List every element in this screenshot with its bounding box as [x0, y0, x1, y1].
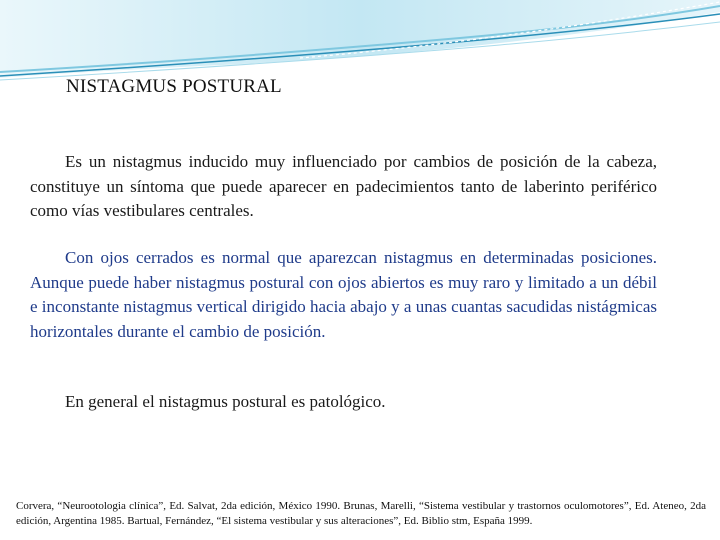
paragraph-conclusion: En general el nistagmus postural es patológico.	[65, 392, 386, 411]
references-footnote: Corvera, “Neurootologia clínica”, Ed. Salvat, 2da edición, México 1990. Brunas, Marelli, “Sistema vestibular y trastornos oculomotores”, Ed. Ateneo, 2da edición, Argentina 1985. Bartual, Fernández, “El sistema vestibular y sus alteraciones”, Ed. Biblio stm, España 1999.	[16, 500, 706, 527]
paragraph-closed-eyes: Con ojos cerrados es normal que aparezcan nistagmus en determinadas posiciones. Aunque puede haber nistagmus postural con ojos abiertos es muy raro y limitado a un débil e inconstante nistagmus vertical dirigido hacia abajo y a unas cuantas sacudidas nistágmicas horizontales durante el cambio de posición.	[30, 248, 657, 341]
paragraph-definition: Es un nistagmus inducido muy influenciado por cambios de posición de la cabeza, constituye un síntoma que puede aparecer en padecimientos tanto de laberinto periférico como vías vestibulares centrales.	[30, 152, 657, 220]
slide-title: NISTAGMUS POSTURAL	[66, 76, 282, 97]
